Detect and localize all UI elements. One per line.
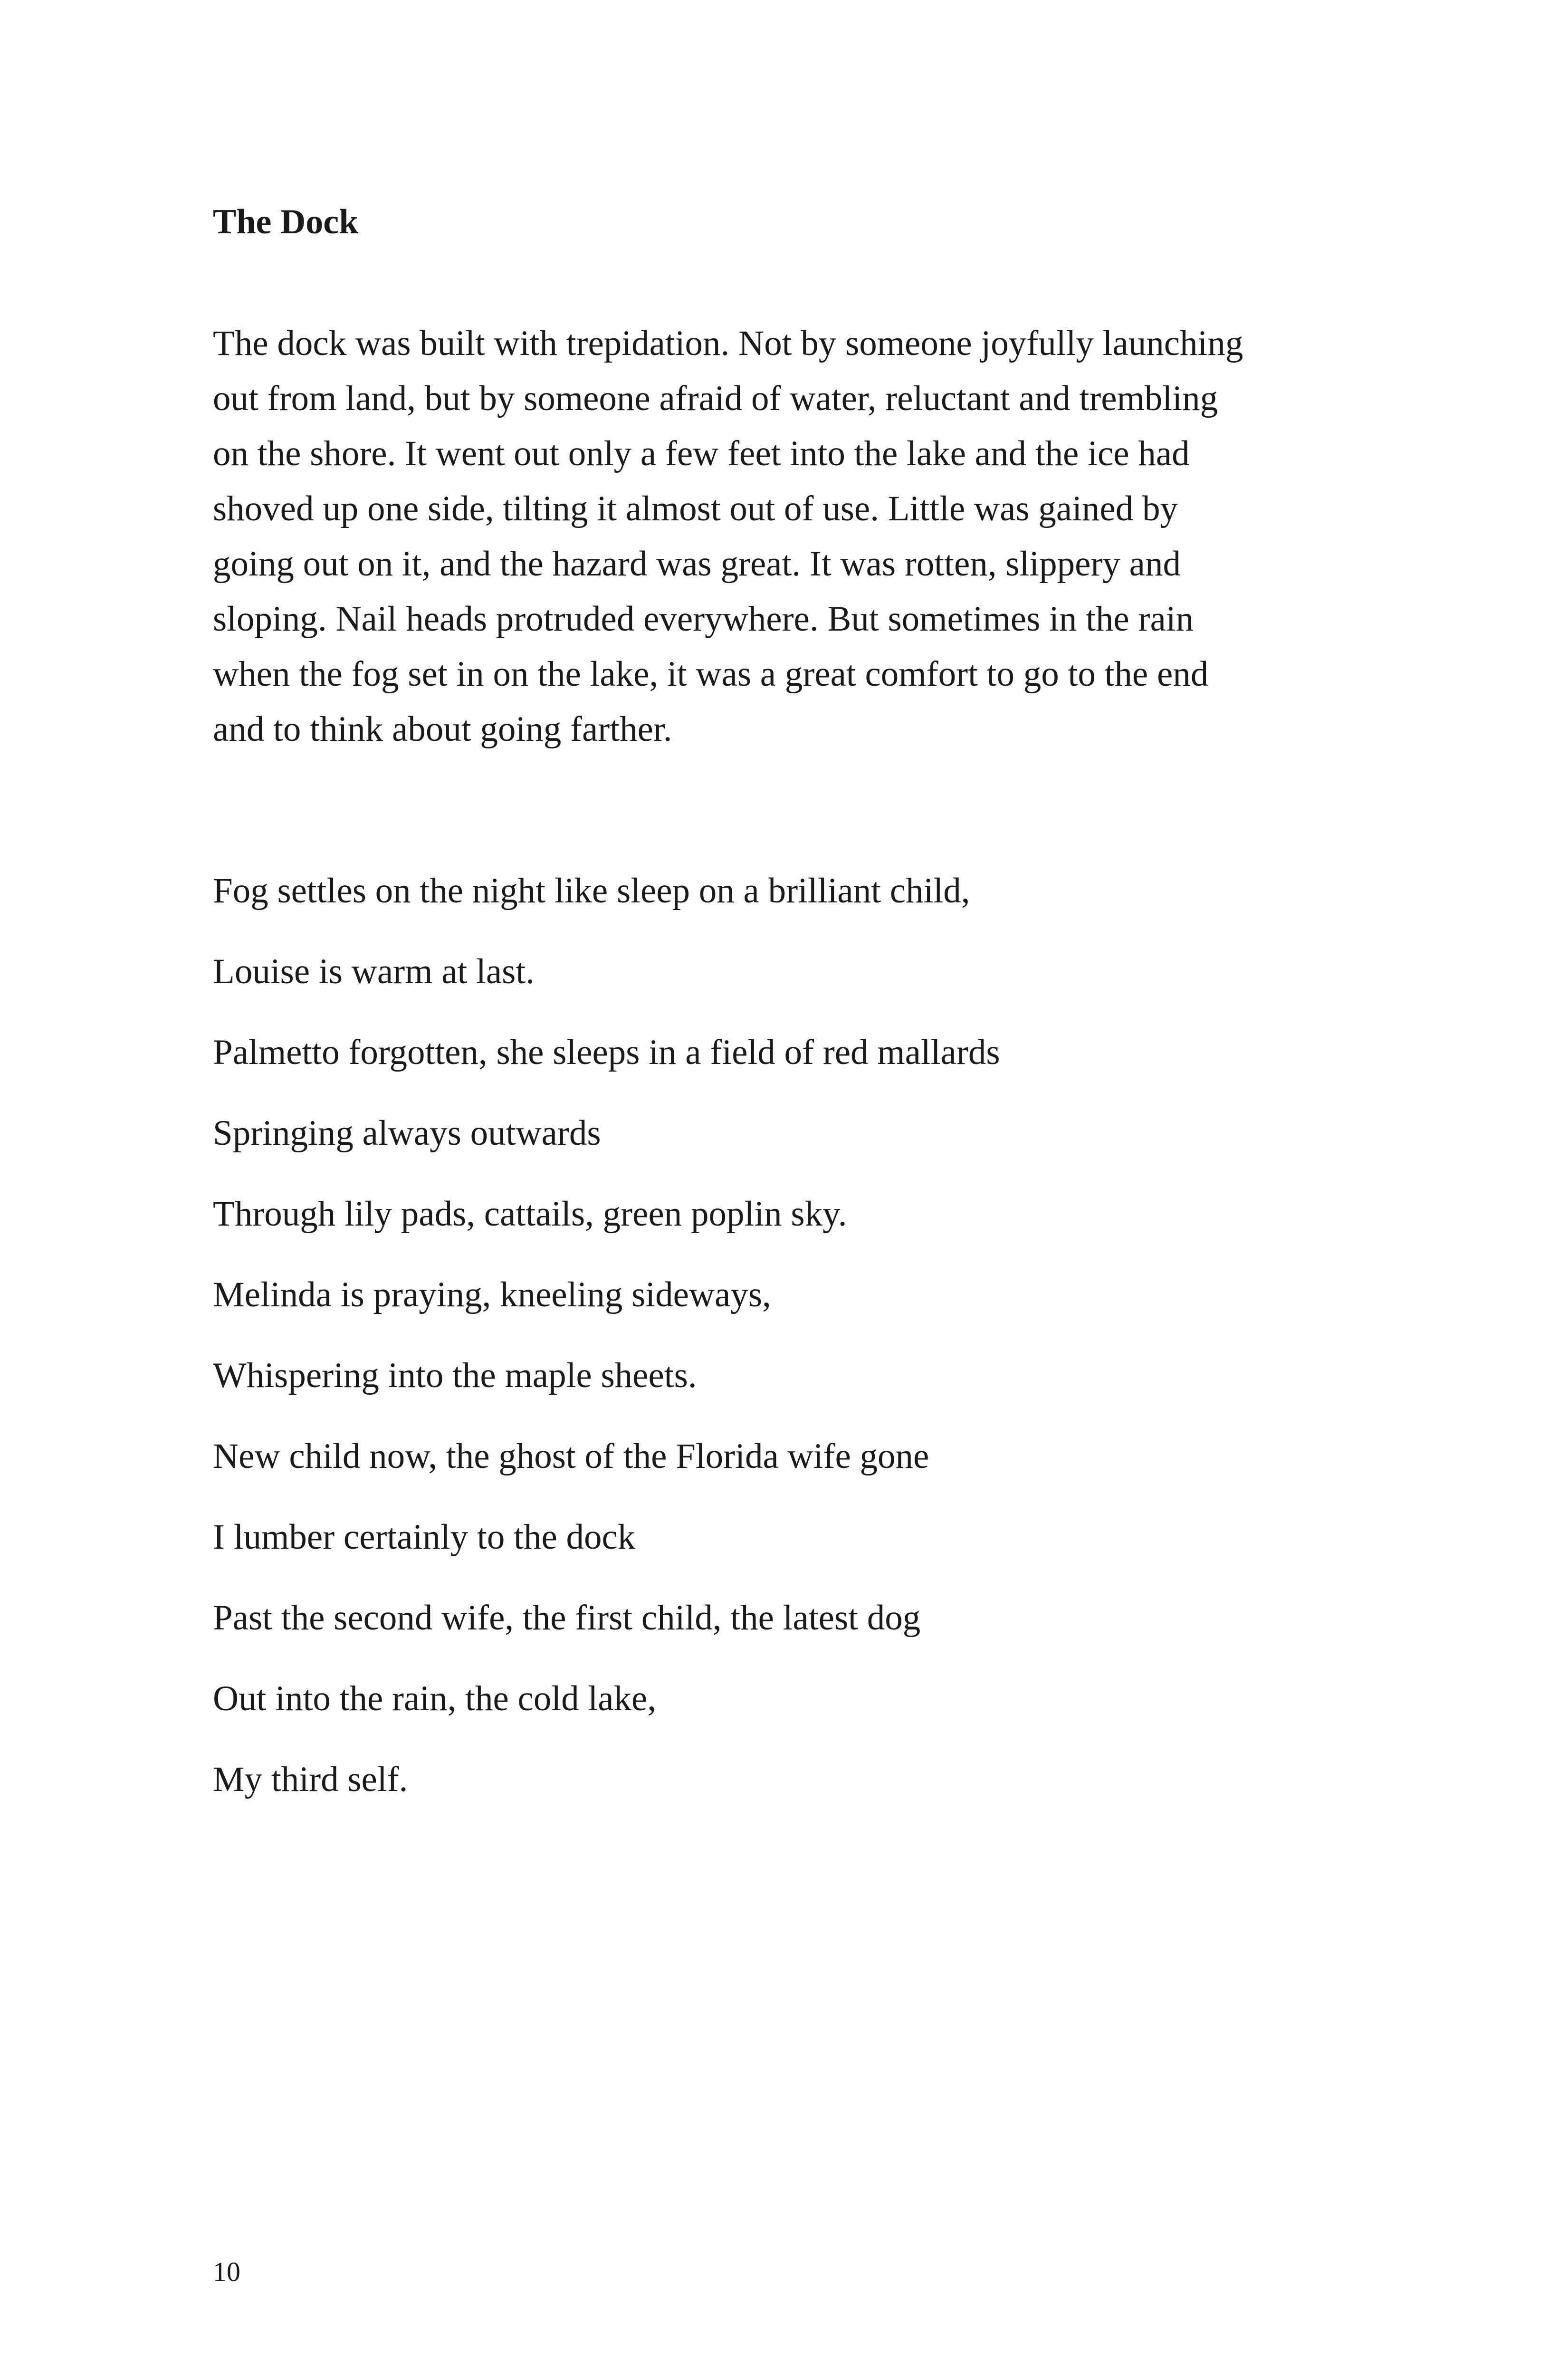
poem-line: Springing always outwards xyxy=(213,1113,601,1153)
poem-line: Melinda is praying, kneeling sideways, xyxy=(213,1275,771,1314)
poem xyxy=(213,851,1363,1820)
poem-line: Louise is warm at last. xyxy=(213,952,535,991)
poem-line: My third self. xyxy=(213,1760,408,1799)
poem-line: Through lily pads, cattails, green poplin sky. xyxy=(213,1194,847,1234)
prose-line: on the shore. It went out only a few feet into the lake and the ice had xyxy=(213,434,1190,473)
prose-line: sloping. Nail heads protruded everywhere. But sometimes in the rain xyxy=(213,599,1194,639)
poem-line: New child now, the ghost of the Florida wife gone xyxy=(213,1437,929,1476)
prose-paragraph xyxy=(213,316,1363,757)
prose-line: and to think about going farther. xyxy=(213,709,672,749)
poem-line: Palmetto forgotten, she sleeps in a field of red mallards xyxy=(213,1033,1000,1072)
poem-line: I lumber certainly to the dock xyxy=(213,1517,636,1557)
poem-line: Out into the rain, the cold lake, xyxy=(213,1679,657,1718)
poem-line: Whispering into the maple sheets. xyxy=(213,1356,697,1395)
prose-line: shoved up one side, tilting it almost out of use. Little was gained by xyxy=(213,489,1178,528)
page-number: 10 xyxy=(213,2256,240,2287)
prose-line: going out on it, and the hazard was great. It was rotten, slippery and xyxy=(213,544,1181,584)
prose-line: out from land, but by someone afraid of water, reluctant and trembling xyxy=(213,379,1218,418)
page-title: The Dock xyxy=(213,202,359,241)
prose-line: The dock was built with trepidation. Not by someone joyfully launching xyxy=(213,324,1243,363)
poem-line: Past the second wife, the first child, the latest dog xyxy=(213,1598,921,1638)
poem-line: Fog settles on the night like sleep on a brilliant child, xyxy=(213,871,970,910)
prose-line: when the fog set in on the lake, it was a great comfort to go to the end xyxy=(213,654,1209,694)
